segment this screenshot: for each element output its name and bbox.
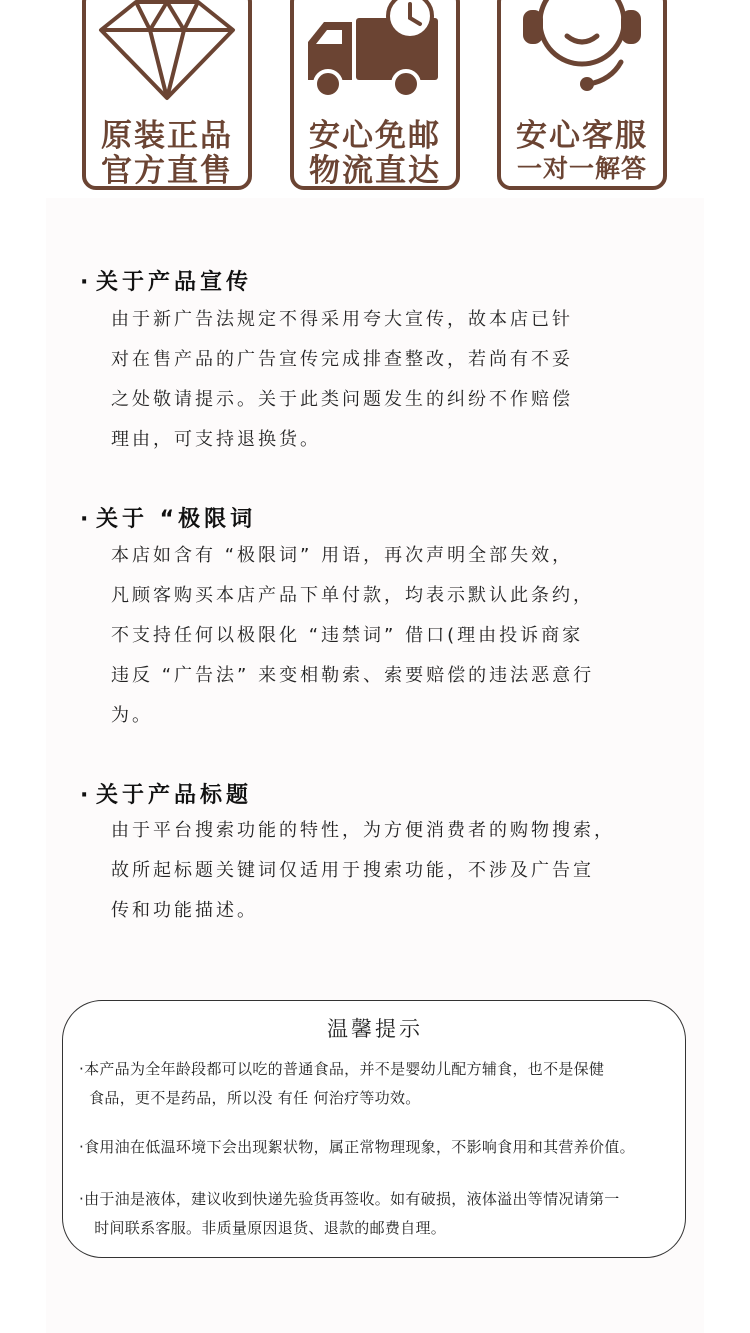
badge-line2: 物流直达: [309, 153, 441, 189]
section-title-text: 关于产品标题: [96, 783, 253, 808]
tip-line: 时间联系客服。非质量原因退货、退款的邮费自理。: [79, 1219, 447, 1237]
section-title: [80, 778, 252, 809]
section-title-text: 关于 “极限词: [96, 507, 257, 532]
feature-badges: [0, 0, 750, 200]
badge-line1: 安心免邮: [309, 118, 441, 154]
tip-line: ·由于油是液体，建议收到快递先验货再签收。如有破损，液体溢出等情况请第一: [79, 1190, 620, 1208]
delivery-truck-icon: [294, 0, 456, 112]
bullet-icon: ·: [80, 507, 93, 532]
tip-line: ·本产品为全年龄段都可以吃的普通食品，并不是婴幼儿配方辅食，也不是保健: [79, 1060, 605, 1078]
paragraph-line: 理由，可支持退换货。: [111, 429, 321, 450]
paragraph-line: 对在售产品的广告宣传完成排查整改，若尚有不妥: [111, 349, 573, 370]
paragraph-line: 违反 “广告法” 来变相勒索、索要赔偿的违法恶意行: [111, 665, 595, 686]
badge-line1: 安心客服: [516, 118, 648, 154]
paragraph-line: 传和功能描述。: [111, 900, 258, 921]
section-paragraph: [111, 811, 651, 931]
customer-service-headset-icon: [501, 0, 663, 112]
paragraph-line: 为。: [111, 705, 153, 726]
section-title: [80, 265, 252, 296]
section-paragraph: [111, 300, 651, 460]
paragraph-line: 凡顾客购买本店产品下单付款，均表示默认此条约，: [111, 585, 594, 606]
tip-item: [79, 1055, 604, 1113]
badge-authentic: [82, 0, 252, 190]
section-paragraph: [111, 536, 651, 736]
tip-item: [79, 1133, 635, 1162]
paragraph-line: 不支持任何以极限化 “违禁词” 借口(理由投诉商家: [111, 625, 584, 646]
warm-tips-box: [62, 1000, 686, 1258]
badge-line1: 原装正品: [101, 118, 233, 154]
bullet-icon: ·: [80, 783, 93, 808]
section-title: [80, 502, 256, 533]
tip-item: [79, 1185, 620, 1243]
badge-free-shipping: [290, 0, 460, 190]
bullet-icon: ·: [80, 270, 93, 295]
tip-line: 食品，更不是药品，所以没 有任 何治疗等功效。: [79, 1089, 421, 1107]
paragraph-line: 由于平台搜索功能的特性，为方便消费者的购物搜索，: [111, 820, 615, 841]
section-title-text: 关于产品宣传: [96, 270, 253, 295]
badge-line2: 官方直售: [101, 153, 233, 189]
paragraph-line: 之处敬请提示。关于此类问题发生的纠纷不作赔偿: [111, 389, 573, 410]
tips-title: 温馨提示: [327, 1017, 423, 1041]
paragraph-line: 故所起标题关键词仅适用于搜索功能，不涉及广告宣: [111, 860, 594, 881]
badge-line2: 一对一解答: [516, 154, 647, 183]
badge-customer-service: [497, 0, 667, 190]
diamond-icon: [86, 0, 248, 112]
paragraph-line: 由于新广告法规定不得采用夸大宣传，故本店已针: [111, 309, 573, 330]
tip-line: ·食用油在低温环境下会出现絮状物，属正常物理现象，不影响食用和其营养价值。: [79, 1138, 635, 1156]
paragraph-line: 本店如含有 “极限词” 用语，再次声明全部失效，: [111, 545, 574, 566]
